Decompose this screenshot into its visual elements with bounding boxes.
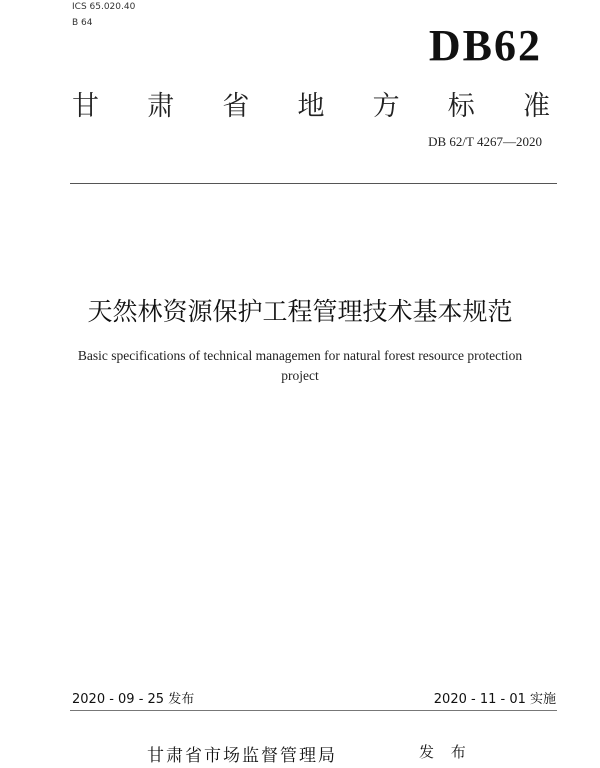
ccs-code: B 64 <box>72 18 93 28</box>
ics-code: ICS 65.020.40 <box>72 2 136 12</box>
standard-type-char: 肃 <box>147 91 175 122</box>
issue-date: 2020 - 09 - 25 发布 <box>72 692 195 707</box>
document-title-en: Basic specifications of technical managemen for natural forest resource protection project <box>77 348 523 383</box>
issued-label: 发 布 <box>419 743 472 761</box>
issuing-authority: 甘肃省市场监督管理局 <box>147 746 337 766</box>
standard-type-char: 标 <box>447 91 475 122</box>
standard-type-char: 甘 <box>72 91 99 122</box>
standard-number: DB 62/T 4267—2020 <box>428 134 542 149</box>
standard-type-char: 地 <box>297 91 325 122</box>
header-divider <box>70 183 557 184</box>
implementation-date: 2020 - 11 - 01 实施 <box>433 692 556 707</box>
standard-type <box>72 84 550 123</box>
document-title-zh: 天然林资源保护工程管理技术基本规范 <box>87 297 513 326</box>
standard-type-char: 省 <box>222 91 250 122</box>
standard-type-char: 方 <box>372 91 400 122</box>
standard-code-logo: DB62 <box>428 21 542 70</box>
standard-type-char: 准 <box>522 91 550 122</box>
footer-divider <box>70 710 557 711</box>
